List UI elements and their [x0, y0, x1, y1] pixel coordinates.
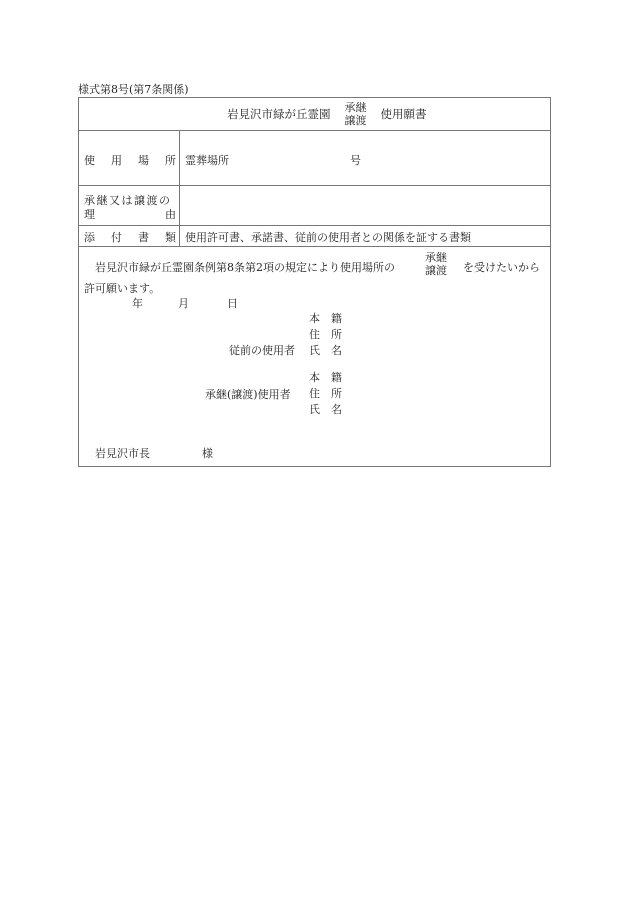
application-form-table [78, 97, 551, 467]
choice-transfer: 譲渡 [425, 264, 447, 277]
new-user-label: 承継(譲渡)使用者 [205, 388, 291, 401]
form-title [227, 101, 427, 127]
application-choice [425, 251, 447, 277]
field-address[interactable]: 住 所 [309, 387, 342, 400]
label-char: 付 [111, 231, 122, 244]
attachments-value: 使用許可書、承諾書、従前の使用者との関係を証する書類 [185, 231, 471, 244]
new-user-fields [309, 370, 342, 418]
row-divider [79, 130, 550, 131]
label-char: 所 [165, 154, 176, 167]
row-divider [79, 185, 550, 186]
label-char: 理 [84, 208, 95, 221]
date-day[interactable]: 日 [227, 297, 238, 310]
date-month[interactable]: 月 [178, 297, 189, 310]
label-char: 使 [84, 154, 95, 167]
field-address[interactable]: 住 所 [309, 328, 342, 341]
application-text-before: 岩見沢市緑が丘霊園条例第8条第2項の規定により使用場所の [95, 261, 395, 274]
title-prefix: 岩見沢市緑が丘霊園 [227, 107, 331, 121]
label-char: 由 [165, 208, 176, 221]
label-char: 書 [138, 231, 149, 244]
reason-label-line1: 承継又は譲渡の [84, 194, 172, 207]
label-char: 類 [165, 231, 176, 244]
application-text-line2: 許可願います。 [84, 282, 161, 295]
field-domicile[interactable]: 本 籍 [309, 312, 342, 325]
row-divider [79, 225, 550, 226]
label-char: 用 [111, 154, 122, 167]
field-name[interactable]: 氏 名 [309, 344, 342, 357]
date-year[interactable]: 年 [132, 297, 143, 310]
label-char: 場 [138, 154, 149, 167]
location-value-suffix: 号 [350, 154, 361, 167]
row-divider [79, 246, 550, 247]
field-domicile[interactable]: 本 籍 [309, 371, 342, 384]
choice-transfer: 譲渡 [344, 114, 367, 127]
previous-user-label: 従前の使用者 [229, 344, 295, 357]
honorific: 様 [202, 447, 213, 460]
location-value-prefix[interactable]: 霊葬場所 [185, 154, 229, 167]
form-number: 様式第8号(第7条関係) [78, 83, 189, 96]
attachments-label [84, 229, 176, 245]
reason-field[interactable] [185, 192, 545, 222]
column-divider [179, 130, 180, 246]
previous-user-fields [309, 311, 342, 359]
addressee: 岩見沢市長 [95, 447, 150, 460]
location-label [84, 152, 176, 168]
label-char: 添 [84, 231, 95, 244]
reason-label-line2 [84, 206, 176, 222]
title-choice [345, 101, 367, 127]
title-suffix: 使用願書 [380, 107, 427, 121]
choice-succession: 承継 [425, 251, 447, 264]
field-name[interactable]: 氏 名 [309, 403, 342, 416]
application-text-after: を受けたいから [463, 261, 540, 274]
choice-succession: 承継 [344, 101, 367, 114]
